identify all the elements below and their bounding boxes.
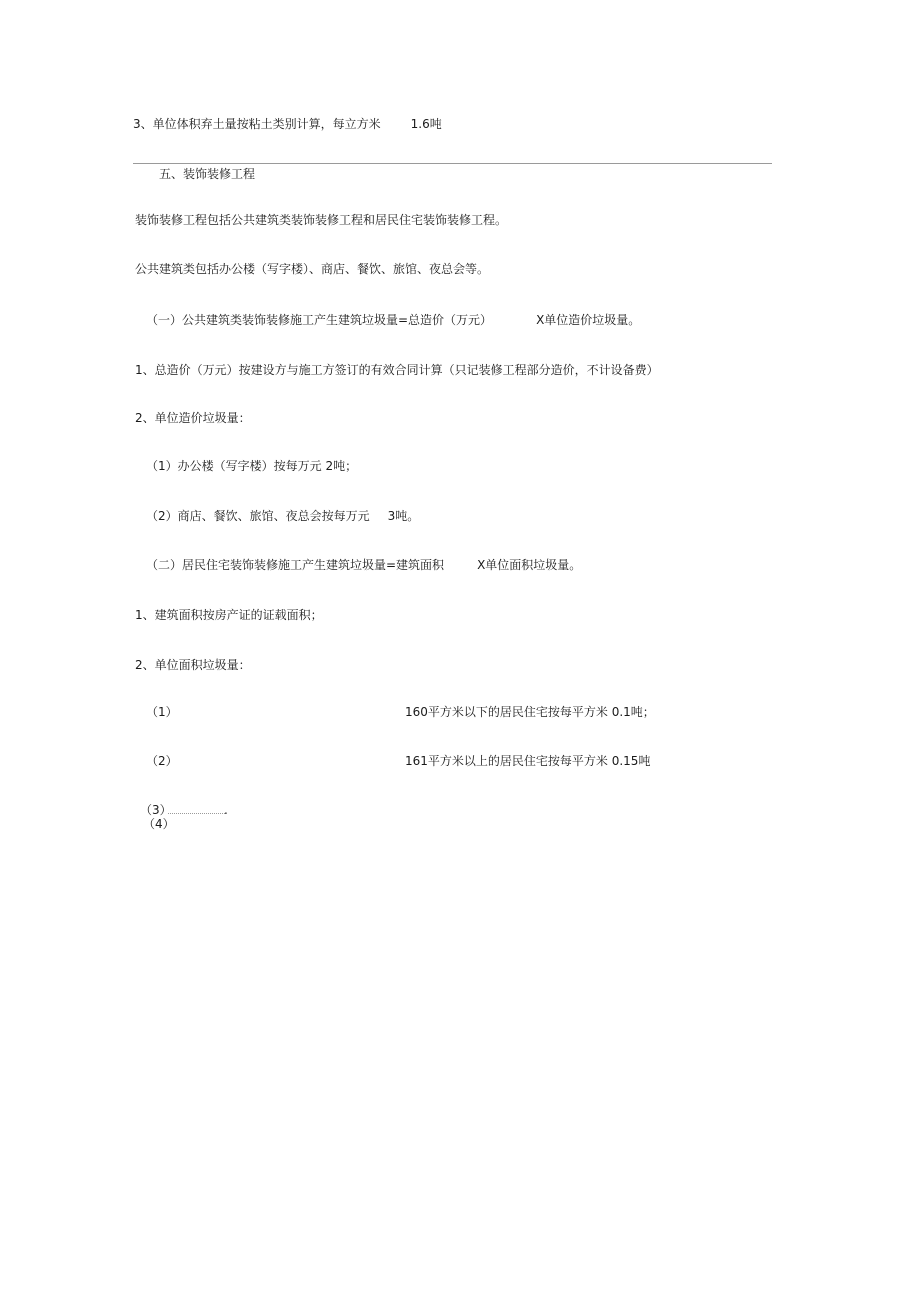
item-area-3-number: （3） <box>140 803 172 817</box>
item-unit-area-waste: 2、单位面积垃圾量： <box>135 658 251 672</box>
item-total-cost: 1、总造价（万元）按建设方与施工方签订的有效合同计算（只记装修工程部分造价，不计设备费） <box>135 363 659 377</box>
item-area-4-number: （4） <box>143 817 175 831</box>
paragraph-public-buildings: 公共建筑类包括办公楼（写字楼）、商店、餐饮、旅馆、夜总会等。 <box>135 262 490 276</box>
item-shops-value: 3吨。 <box>387 509 420 523</box>
section-title: 五、装饰装修工程 <box>159 167 256 181</box>
subsection-residential-formula-end: X单位面积垃圾量。 <box>477 558 582 572</box>
item-office: （1）办公楼（写字楼）按每万元 2吨； <box>146 459 358 473</box>
subsection-public <box>146 312 640 328</box>
item-area-2-number: （2） <box>146 754 178 768</box>
subsection-public-formula: （一）公共建筑类装饰装修施工产生建筑垃圾量=总造价（万元） <box>146 313 493 327</box>
soil-density-value: 1.6吨 <box>410 117 442 131</box>
item-area-1-number: （1） <box>146 705 178 719</box>
item-area-1-text: 160平方米以下的居民住宅按每平方米 0.1吨； <box>405 705 655 719</box>
subsection-residential <box>146 557 581 573</box>
item-area-3-end: . <box>224 803 228 817</box>
paragraph-intro: 装饰装修工程包括公共建筑类装饰装修工程和居民住宅装饰装修工程。 <box>135 213 508 227</box>
item-shops <box>146 508 419 524</box>
item-unit-cost-waste: 2、单位造价垃圾量： <box>135 411 251 425</box>
item-shops-label: （2）商店、餐饮、旅馆、夜总会按每万元 <box>146 509 370 523</box>
item-area-2-text: 161平方米以上的居民住宅按每平方米 0.15吨 <box>405 754 651 768</box>
item-building-area: 1、建筑面积按房产证的证载面积； <box>135 608 323 622</box>
subsection-residential-formula: （二）居民住宅装饰装修施工产生建筑垃圾量=建筑面积 <box>146 558 445 572</box>
line-soil-density <box>133 116 442 132</box>
item-area-3-dotted-leader <box>168 813 225 814</box>
subsection-public-formula-end: X单位造价垃圾量。 <box>536 313 641 327</box>
horizontal-divider <box>133 163 772 164</box>
soil-density-label: 3、单位体积弃土量按粘土类别计算，每立方米 <box>133 117 381 131</box>
